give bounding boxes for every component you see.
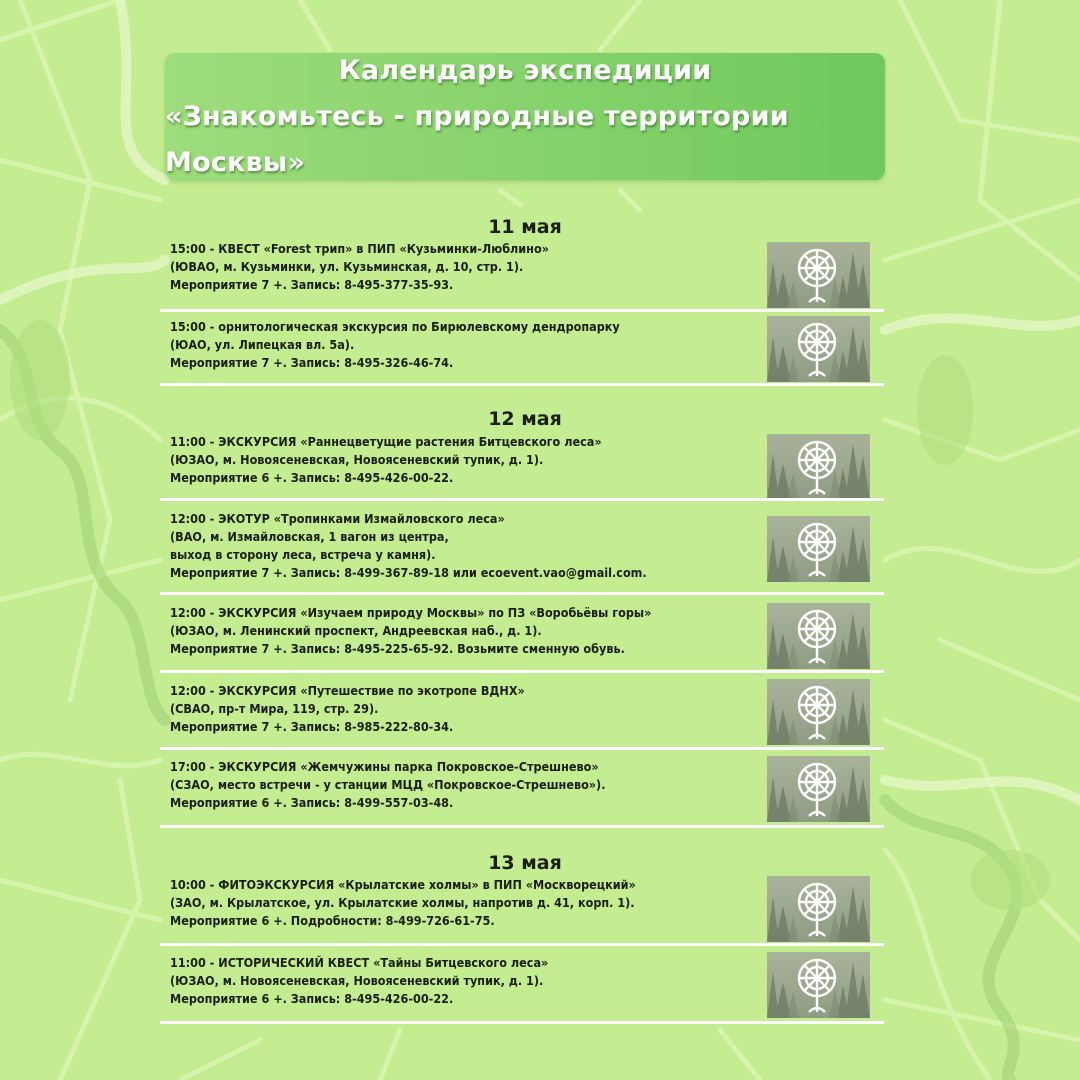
event-registration: Мероприятие 6 +. Запись: 8-495-426-00-22. [170, 991, 454, 1006]
event-registration: Мероприятие 6 +. Подробности: 8-499-726-61-75. [170, 913, 495, 928]
divider [160, 825, 884, 828]
event-title: 10:00 - ФИТОЭКСКУРСИЯ «Крылатские холмы» в ПИП «Москворецкий» [170, 877, 636, 892]
event-address: (ЗАО, м. Крылатское, ул. Крылатские холмы, напротив д. 41, корп. 1). [170, 895, 635, 910]
event-title: 15:00 - КВЕСТ «Forest трип» в ПИП «Кузьминки-Люблино» [170, 241, 549, 256]
event-registration: Мероприятие 6 +. Запись: 8-495-426-00-22. [170, 470, 454, 485]
divider [160, 498, 884, 501]
event-address: (ЮЗАО, м. Новоясеневская, Новоясеневский тупик, д. 1). [170, 973, 544, 988]
event-address: (СВАО, пр-т Мира, 119, стр. 29). [170, 701, 379, 716]
divider [160, 747, 884, 750]
event-item [170, 682, 760, 736]
divider [160, 383, 884, 386]
tree-logo-icon [767, 434, 870, 500]
title-line-2: «Знакомьтесь - природные территории Москвы» [165, 100, 789, 178]
divider [160, 1021, 884, 1024]
event-title: 12:00 - ЭКСКУРСИЯ «Изучаем природу Москвы» по ПЗ «Воробьёвы горы» [170, 605, 652, 620]
day-heading: 13 мая [488, 852, 562, 874]
event-title: 12:00 - ЭКОТУР «Тропинками Измайловского леса» [170, 511, 505, 526]
event-title: 12:00 - ЭКСКУРСИЯ «Путешествие по экотропе ВДНХ» [170, 683, 525, 698]
tree-logo-icon [767, 516, 870, 582]
event-registration: Мероприятие 7 +. Запись: 8-499-367-89-18 или ecoevent.vao@gmail.com. [170, 565, 647, 580]
divider [160, 592, 884, 595]
event-address: (ЮВАО, м. Кузьминки, ул. Кузьминская, д. 10, стр. 1). [170, 259, 524, 274]
event-item [170, 954, 760, 1008]
event-title: 17:00 - ЭКСКУРСИЯ «Жемчужины парка Покровское-Стрешнево» [170, 759, 599, 774]
event-item [170, 433, 760, 487]
event-title: 11:00 - ИСТОРИЧЕСКИЙ КВЕСТ «Тайны Битцевского леса» [170, 955, 549, 970]
event-item [170, 604, 760, 658]
event-registration: Мероприятие 7 +. Запись: 8-495-326-46-74. [170, 355, 454, 370]
tree-logo-icon [767, 679, 870, 745]
event-item [170, 240, 760, 294]
title-banner [165, 53, 885, 180]
event-item [170, 318, 760, 372]
event-item [170, 758, 760, 812]
event-address: (ЮАО, ул. Липецкая вл. 5а). [170, 337, 355, 352]
tree-logo-icon [767, 242, 870, 308]
day-heading: 11 мая [488, 216, 562, 238]
event-address: выход в сторону леса, встреча у камня). [170, 547, 436, 562]
event-address: (ЮЗАО, м. Ленинский проспект, Андреевская наб., д. 1). [170, 623, 542, 638]
event-registration: Мероприятие 7 +. Запись: 8-985-222-80-34. [170, 719, 454, 734]
event-registration: Мероприятие 6 +. Запись: 8-499-557-03-48. [170, 795, 454, 810]
event-address: (ЮЗАО, м. Новоясеневская, Новоясеневский тупик, д. 1). [170, 452, 544, 467]
event-item [170, 510, 760, 582]
divider [160, 309, 884, 312]
tree-logo-icon [767, 952, 870, 1018]
tree-logo-icon [767, 603, 870, 669]
divider [160, 943, 884, 946]
divider [160, 670, 884, 673]
event-registration: Мероприятие 7 +. Запись: 8-495-377-35-93. [170, 277, 454, 292]
event-title: 11:00 - ЭКСКУРСИЯ «Раннецветущие растения Битцевского леса» [170, 434, 602, 449]
tree-logo-icon [767, 316, 870, 382]
event-address: (ВАО, м. Измайловская, 1 вагон из центра, [170, 529, 449, 544]
tree-logo-icon [767, 756, 870, 822]
day-heading: 12 мая [488, 408, 562, 430]
title-line-1: Календарь экспедиции [338, 54, 712, 86]
event-item [170, 876, 760, 930]
event-address: (СЗАО, место встречи - у станции МЦД «Покровское-Стрешнево»). [170, 777, 606, 792]
event-title: 15:00 - орнитологическая экскурсия по Бирюлевскому дендропарку [170, 319, 620, 334]
tree-logo-icon [767, 876, 870, 942]
event-registration: Мероприятие 7 +. Запись: 8-495-225-65-92. Возьмите сменную обувь. [170, 641, 625, 656]
